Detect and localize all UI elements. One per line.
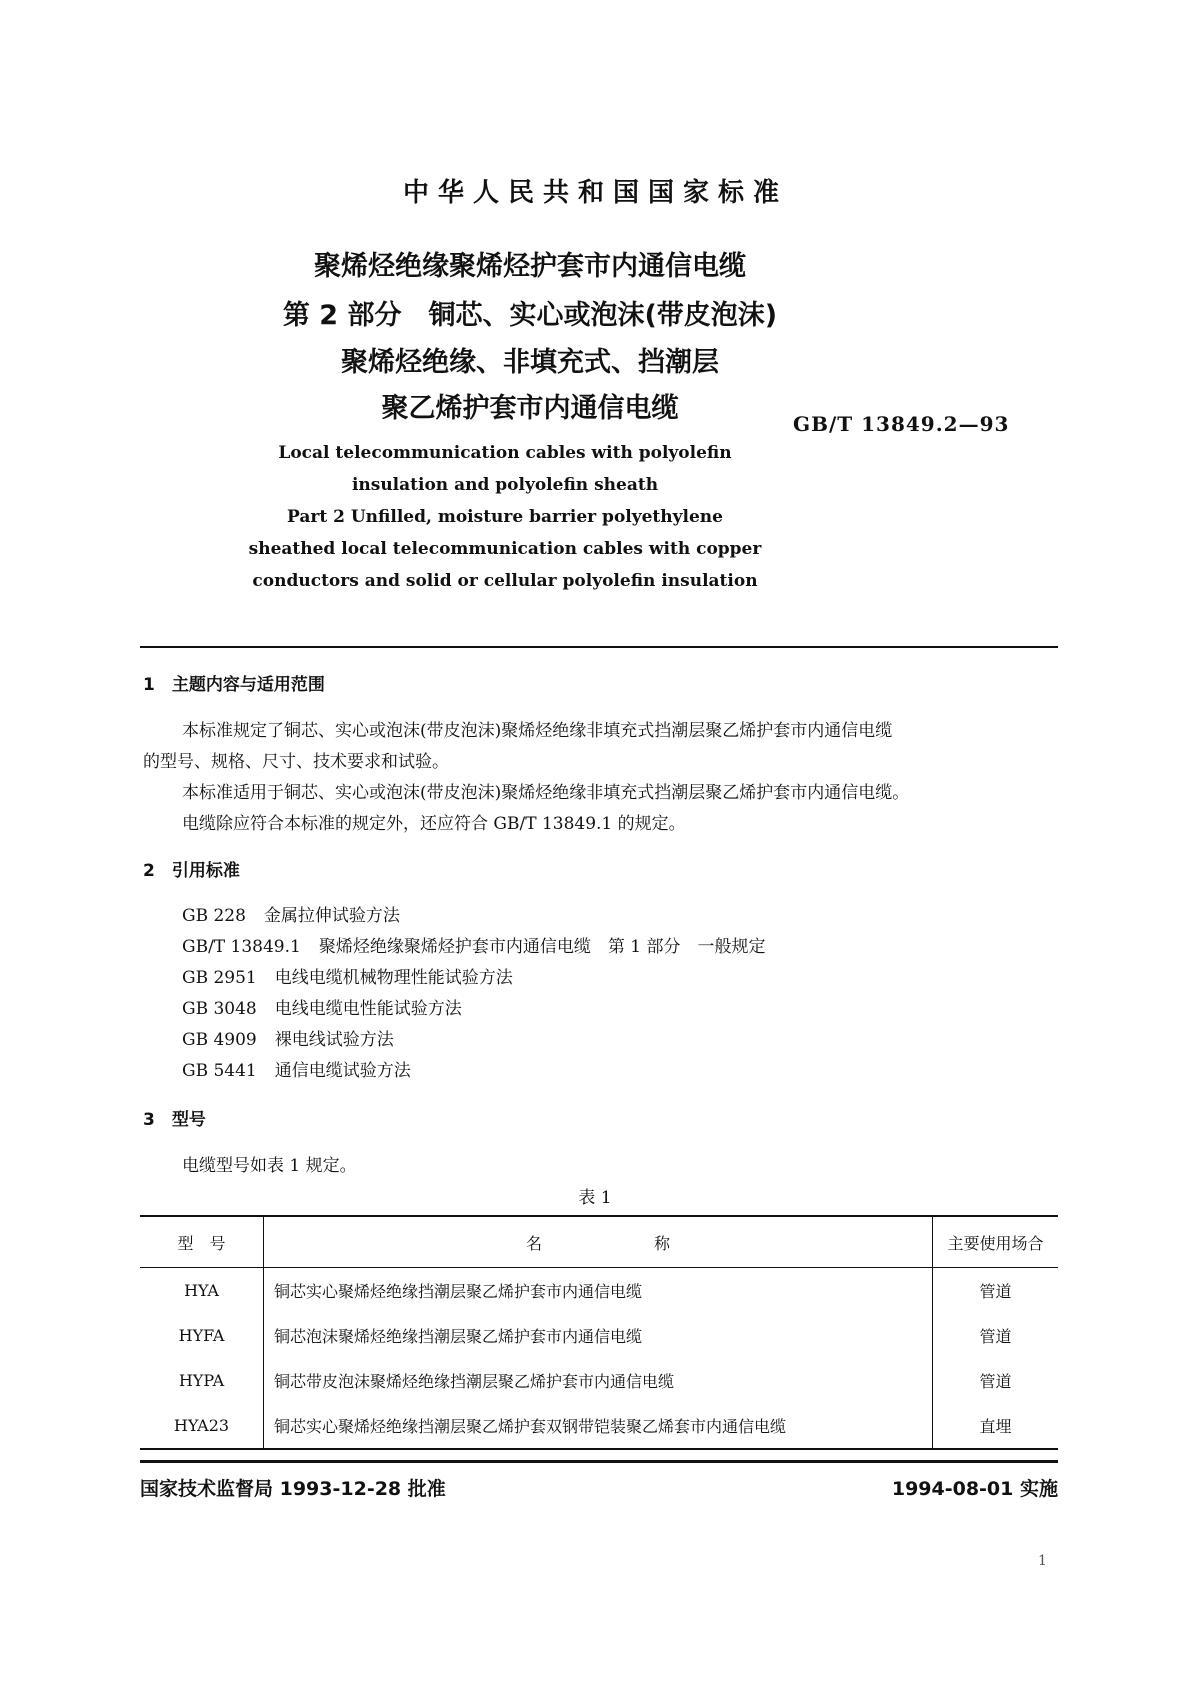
table-caption: 表 1 bbox=[578, 1188, 612, 1208]
cell-use: 管道 bbox=[979, 1327, 1012, 1346]
ref-code: GB 3048 bbox=[182, 999, 257, 1019]
ref-code: GB 4909 bbox=[182, 1030, 257, 1050]
effective-date: 1994-08-01 实施 bbox=[891, 1478, 1058, 1500]
ref-code: GB 5441 bbox=[182, 1061, 257, 1081]
ref-title: 电线电缆电性能试验方法 bbox=[274, 999, 462, 1019]
reference-item bbox=[182, 932, 765, 957]
section-1-para-3: 电缆除应符合本标准的规定外，还应符合 GB/T 13849.1 的规定。 bbox=[182, 814, 686, 834]
title-en-line-1: Local telecommunication cables with polyolefin bbox=[278, 443, 732, 463]
header-model: 型 号 bbox=[140, 1216, 264, 1268]
reference-item bbox=[182, 901, 400, 926]
cell-use: 直埋 bbox=[933, 1403, 1059, 1449]
section-2-heading: 2 引用标准 bbox=[143, 861, 240, 881]
ref-title: 电线电缆机械物理性能试验方法 bbox=[274, 968, 513, 988]
cell-model: HYA23 bbox=[140, 1403, 264, 1449]
section-3-heading: 3 型号 bbox=[143, 1110, 206, 1130]
ref-title: 聚烯烃绝缘聚烯烃护套市内通信电缆 第 1 部分 一般规定 bbox=[318, 937, 766, 957]
ref-title: 裸电线试验方法 bbox=[274, 1030, 394, 1050]
approval-statement: 国家技术监督局 1993-12-28 批准 bbox=[140, 1478, 446, 1500]
cell-model: HYFA bbox=[140, 1313, 264, 1358]
standard-code: GB/T 13849.2—93 bbox=[793, 412, 1010, 436]
cell-name: 铜芯实心聚烯烃绝缘挡潮层聚乙烯护套市内通信电缆 bbox=[264, 1268, 933, 1314]
table-header-row bbox=[140, 1216, 1058, 1268]
cable-model-table bbox=[140, 1215, 1058, 1450]
ref-code: GB/T 13849.1 bbox=[182, 937, 301, 957]
header-divider bbox=[140, 646, 1058, 648]
reference-item bbox=[182, 1025, 394, 1050]
ref-code: GB 2951 bbox=[182, 968, 257, 988]
country-standard-heading: 中华人民共和国国家标准 bbox=[402, 178, 788, 208]
title-zh-line-2: 第 2 部分 铜芯、实心或泡沫(带皮泡沫) bbox=[282, 300, 778, 331]
cell-model: HYA bbox=[140, 1268, 264, 1314]
section-1-heading: 1 主题内容与适用范围 bbox=[143, 675, 325, 695]
cell-name: 铜芯实心聚烯烃绝缘挡潮层聚乙烯护套双钢带铠装聚乙烯套市内通信电缆 bbox=[264, 1403, 933, 1449]
cell-use: 管道 bbox=[979, 1282, 1012, 1301]
header-name: 名 称 bbox=[264, 1216, 933, 1268]
table-row bbox=[140, 1268, 1058, 1314]
cell-name: 铜芯泡沫聚烯烃绝缘挡潮层聚乙烯护套市内通信电缆 bbox=[264, 1313, 933, 1358]
header-use: 主要使用场合 bbox=[933, 1216, 1059, 1268]
title-en-line-3: Part 2 Unfilled, moisture barrier polyethylene bbox=[287, 507, 723, 527]
cell-model: HYPA bbox=[140, 1358, 264, 1403]
title-en-line-5: conductors and solid or cellular polyolefin insulation bbox=[252, 571, 758, 591]
reference-item bbox=[182, 994, 462, 1019]
cell-use: 管道 bbox=[979, 1372, 1012, 1391]
section-3-intro: 电缆型号如表 1 规定。 bbox=[182, 1156, 357, 1176]
table-row bbox=[140, 1313, 1058, 1358]
footer-divider bbox=[140, 1460, 1058, 1463]
title-en-line-2: insulation and polyolefin sheath bbox=[351, 475, 659, 495]
section-1-para-1: 本标准规定了铜芯、实心或泡沫(带皮泡沫)聚烯烃绝缘非填充式挡潮层聚乙烯护套市内通信电缆 bbox=[182, 721, 893, 741]
ref-title: 金属拉伸试验方法 bbox=[263, 906, 400, 926]
ref-title: 通信电缆试验方法 bbox=[274, 1061, 411, 1081]
reference-item bbox=[182, 1056, 411, 1081]
section-1-para-1-cont: 的型号、规格、尺寸、技术要求和试验。 bbox=[143, 752, 449, 772]
title-zh-line-1: 聚烯烃绝缘聚烯烃护套市内通信电缆 bbox=[314, 251, 746, 282]
title-en-line-4: sheathed local telecommunication cables with copper bbox=[248, 539, 762, 559]
ref-code: GB 228 bbox=[182, 906, 246, 926]
table-row bbox=[140, 1403, 1058, 1449]
reference-item bbox=[182, 963, 513, 988]
title-zh-line-3: 聚烯烃绝缘、非填充式、挡潮层 bbox=[341, 347, 719, 378]
table-row bbox=[140, 1358, 1058, 1403]
page-number: 1 bbox=[1038, 1553, 1047, 1569]
title-zh-line-4: 聚乙烯护套市内通信电缆 bbox=[381, 393, 679, 424]
section-1-para-2: 本标准适用于铜芯、实心或泡沫(带皮泡沫)聚烯烃绝缘非填充式挡潮层聚乙烯护套市内通信电缆。 bbox=[182, 783, 910, 803]
cell-name: 铜芯带皮泡沫聚烯烃绝缘挡潮层聚乙烯护套市内通信电缆 bbox=[264, 1358, 933, 1403]
